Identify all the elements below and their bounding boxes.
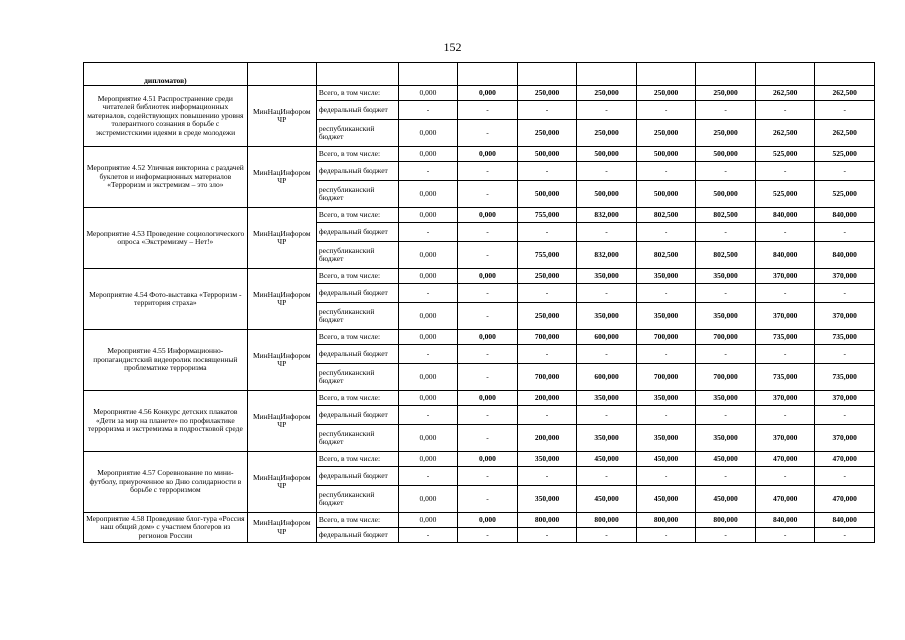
value-cell: 840,000 <box>755 513 815 528</box>
funding-source-label: Всего, в том числе: <box>316 452 398 467</box>
value-cell: 735,000 <box>755 330 815 345</box>
value-cell: 450,000 <box>696 452 756 467</box>
value-cell: 0,000 <box>458 147 518 162</box>
value-cell: - <box>517 284 577 303</box>
value-cell: 525,000 <box>755 181 815 208</box>
value-cell: 450,000 <box>696 486 756 513</box>
value-cell: - <box>517 162 577 181</box>
value-cell: 840,000 <box>815 242 875 269</box>
value-cell: 350,000 <box>636 391 696 406</box>
value-cell: 200,000 <box>517 391 577 406</box>
value-cell: 470,000 <box>815 452 875 467</box>
value-cell: 0,000 <box>458 269 518 284</box>
value-cell: - <box>696 345 756 364</box>
value-cell: 0,000 <box>458 208 518 223</box>
value-cell: 500,000 <box>696 181 756 208</box>
value-cell: 700,000 <box>696 364 756 391</box>
value-cell: 755,000 <box>517 242 577 269</box>
event-total-row <box>84 147 875 162</box>
value-cell: - <box>458 284 518 303</box>
value-cell: - <box>815 406 875 425</box>
value-cell: - <box>577 345 637 364</box>
value-cell: 250,000 <box>636 86 696 101</box>
event-name: Мероприятие 4.53 Проведение социологического опроса «Экстремизму – Нет!» <box>84 208 248 269</box>
value-cell: 0,000 <box>398 120 458 147</box>
empty-cell <box>316 63 398 86</box>
empty-cell <box>458 63 518 86</box>
value-cell: 832,000 <box>577 208 637 223</box>
event-executor: МинНацИнфором ЧР <box>247 391 316 452</box>
funding-source-label: республиканский бюджет <box>316 303 398 330</box>
value-cell: - <box>458 242 518 269</box>
value-cell: 0,000 <box>398 391 458 406</box>
value-cell: - <box>636 162 696 181</box>
value-cell: 802,500 <box>636 208 696 223</box>
value-cell: 755,000 <box>517 208 577 223</box>
value-cell: 700,000 <box>517 364 577 391</box>
empty-cell <box>247 63 316 86</box>
value-cell: - <box>755 528 815 543</box>
value-cell: - <box>696 528 756 543</box>
value-cell: 350,000 <box>577 269 637 284</box>
value-cell: - <box>815 284 875 303</box>
event-total-row <box>84 391 875 406</box>
event-total-row <box>84 86 875 101</box>
value-cell: 0,000 <box>398 147 458 162</box>
event-name: Мероприятие 4.56 Конкурс детских плакатов «Дети за мир на планете» по профилактике терроризма и экстремизма в подростковой среде <box>84 391 248 452</box>
value-cell: - <box>815 162 875 181</box>
value-cell: - <box>815 101 875 120</box>
value-cell: 0,000 <box>398 425 458 452</box>
value-cell: 0,000 <box>398 86 458 101</box>
value-cell: 500,000 <box>577 147 637 162</box>
value-cell: - <box>458 467 518 486</box>
value-cell: - <box>458 223 518 242</box>
value-cell: 735,000 <box>815 330 875 345</box>
value-cell: - <box>636 284 696 303</box>
event-executor: МинНацИнфором ЧР <box>247 330 316 391</box>
continued-row <box>84 63 875 86</box>
funding-source-label: федеральный бюджет <box>316 345 398 364</box>
value-cell: 0,000 <box>458 330 518 345</box>
value-cell: 370,000 <box>755 425 815 452</box>
value-cell: 600,000 <box>577 364 637 391</box>
value-cell: 525,000 <box>815 147 875 162</box>
value-cell: 350,000 <box>636 303 696 330</box>
value-cell: - <box>755 345 815 364</box>
funding-source-label: республиканский бюджет <box>316 242 398 269</box>
value-cell: - <box>636 528 696 543</box>
value-cell: - <box>517 223 577 242</box>
value-cell: 800,000 <box>517 513 577 528</box>
event-executor: МинНацИнфором ЧР <box>247 208 316 269</box>
value-cell: 250,000 <box>577 86 637 101</box>
value-cell: - <box>636 345 696 364</box>
value-cell: - <box>458 406 518 425</box>
value-cell: 600,000 <box>577 330 637 345</box>
funding-source-label: Всего, в том числе: <box>316 208 398 223</box>
funding-source-label: республиканский бюджет <box>316 364 398 391</box>
value-cell: 0,000 <box>458 86 518 101</box>
empty-cell <box>577 63 637 86</box>
value-cell: 450,000 <box>577 452 637 467</box>
funding-source-label: федеральный бюджет <box>316 223 398 242</box>
funding-source-label: федеральный бюджет <box>316 284 398 303</box>
event-name: Мероприятие 4.58 Проведение блог-тура «Россия наш общий дом» с участием блогеров из регионов России <box>84 513 248 543</box>
value-cell: - <box>458 162 518 181</box>
value-cell: 350,000 <box>577 391 637 406</box>
funding-source-label: федеральный бюджет <box>316 528 398 543</box>
value-cell: 700,000 <box>517 330 577 345</box>
funding-source-label: Всего, в том числе: <box>316 147 398 162</box>
value-cell: - <box>815 223 875 242</box>
value-cell: - <box>458 303 518 330</box>
funding-source-label: федеральный бюджет <box>316 162 398 181</box>
event-total-row <box>84 208 875 223</box>
value-cell: 350,000 <box>517 452 577 467</box>
value-cell: 0,000 <box>398 181 458 208</box>
value-cell: - <box>755 162 815 181</box>
value-cell: - <box>398 223 458 242</box>
value-cell: 370,000 <box>815 303 875 330</box>
value-cell: - <box>755 406 815 425</box>
funding-source-label: республиканский бюджет <box>316 181 398 208</box>
value-cell: 832,000 <box>577 242 637 269</box>
value-cell: 500,000 <box>577 181 637 208</box>
value-cell: 350,000 <box>636 269 696 284</box>
value-cell: 840,000 <box>815 513 875 528</box>
event-name: Мероприятие 4.51 Распространение среди читателей библиотек информационных материалов, содействующих повышению уровня толерантного сознания в борьбе с экстремистскими идеями в среде молодежи <box>84 86 248 147</box>
value-cell: 735,000 <box>755 364 815 391</box>
event-name: Мероприятие 4.55 Информационно-пропагандистский видеоролик посвященный проблематике терроризма <box>84 330 248 391</box>
value-cell: 500,000 <box>696 147 756 162</box>
value-cell: 470,000 <box>815 486 875 513</box>
value-cell: - <box>696 406 756 425</box>
event-executor: МинНацИнфором ЧР <box>247 452 316 513</box>
value-cell: - <box>577 528 637 543</box>
value-cell: - <box>517 406 577 425</box>
value-cell: 0,000 <box>398 364 458 391</box>
value-cell: 370,000 <box>755 391 815 406</box>
page-number: 152 <box>443 40 462 54</box>
value-cell: 470,000 <box>755 486 815 513</box>
value-cell: - <box>577 406 637 425</box>
value-cell: 250,000 <box>517 269 577 284</box>
value-cell: - <box>755 223 815 242</box>
event-name: Мероприятие 4.54 Фото-выставка «Терроризм - территория страха» <box>84 269 248 330</box>
value-cell: 525,000 <box>815 181 875 208</box>
value-cell: - <box>398 101 458 120</box>
value-cell: 350,000 <box>577 425 637 452</box>
value-cell: 500,000 <box>517 181 577 208</box>
funding-source-label: федеральный бюджет <box>316 467 398 486</box>
value-cell: 500,000 <box>636 181 696 208</box>
funding-source-label: Всего, в том числе: <box>316 269 398 284</box>
value-cell: 0,000 <box>398 486 458 513</box>
value-cell: 370,000 <box>815 269 875 284</box>
value-cell: 250,000 <box>577 120 637 147</box>
event-total-row <box>84 513 875 528</box>
value-cell: 262,500 <box>755 120 815 147</box>
value-cell: - <box>517 467 577 486</box>
value-cell: 200,000 <box>517 425 577 452</box>
funding-source-label: федеральный бюджет <box>316 101 398 120</box>
value-cell: 470,000 <box>755 452 815 467</box>
value-cell: 250,000 <box>696 86 756 101</box>
value-cell: 800,000 <box>636 513 696 528</box>
value-cell: 0,000 <box>458 513 518 528</box>
value-cell: - <box>636 223 696 242</box>
value-cell: - <box>577 284 637 303</box>
value-cell: 700,000 <box>636 364 696 391</box>
value-cell: 262,500 <box>755 86 815 101</box>
value-cell: 0,000 <box>398 269 458 284</box>
budget-table <box>83 62 875 543</box>
empty-cell <box>398 63 458 86</box>
value-cell: 370,000 <box>755 303 815 330</box>
value-cell: 802,500 <box>696 208 756 223</box>
value-cell: - <box>696 284 756 303</box>
value-cell: 0,000 <box>398 208 458 223</box>
value-cell: 840,000 <box>815 208 875 223</box>
value-cell: 700,000 <box>636 330 696 345</box>
event-name: Мероприятие 4.57 Соревнование по мини-футболу, приуроченное ко Дню солидарности в борьбе с терроризмом <box>84 452 248 513</box>
empty-cell <box>517 63 577 86</box>
value-cell: 370,000 <box>755 269 815 284</box>
event-total-row <box>84 452 875 467</box>
empty-cell <box>696 63 756 86</box>
value-cell: 250,000 <box>696 120 756 147</box>
value-cell: 350,000 <box>577 303 637 330</box>
event-executor: МинНацИнфором ЧР <box>247 269 316 330</box>
value-cell: - <box>755 101 815 120</box>
value-cell: - <box>577 101 637 120</box>
value-cell: 0,000 <box>398 513 458 528</box>
funding-source-label: Всего, в том числе: <box>316 513 398 528</box>
value-cell: - <box>815 528 875 543</box>
value-cell: 350,000 <box>517 486 577 513</box>
empty-cell <box>815 63 875 86</box>
value-cell: - <box>815 467 875 486</box>
value-cell: 0,000 <box>398 452 458 467</box>
value-cell: 350,000 <box>696 303 756 330</box>
value-cell: - <box>398 528 458 543</box>
value-cell: - <box>636 406 696 425</box>
value-cell: 250,000 <box>517 86 577 101</box>
value-cell: - <box>458 425 518 452</box>
funding-source-label: республиканский бюджет <box>316 120 398 147</box>
value-cell: 700,000 <box>696 330 756 345</box>
value-cell: - <box>755 467 815 486</box>
empty-cell <box>755 63 815 86</box>
event-executor: МинНацИнфором ЧР <box>247 147 316 208</box>
value-cell: 250,000 <box>636 120 696 147</box>
value-cell: - <box>458 345 518 364</box>
funding-source-label: Всего, в том числе: <box>316 391 398 406</box>
value-cell: - <box>398 406 458 425</box>
funding-source-label: республиканский бюджет <box>316 425 398 452</box>
value-cell: 840,000 <box>755 208 815 223</box>
value-cell: - <box>577 467 637 486</box>
value-cell: 250,000 <box>517 120 577 147</box>
value-cell: 262,500 <box>815 120 875 147</box>
event-executor: МинНацИнфором ЧР <box>247 513 316 543</box>
value-cell: 350,000 <box>696 425 756 452</box>
value-cell: - <box>458 528 518 543</box>
value-cell: - <box>458 101 518 120</box>
value-cell: 0,000 <box>458 452 518 467</box>
value-cell: - <box>696 162 756 181</box>
value-cell: 735,000 <box>815 364 875 391</box>
value-cell: - <box>517 101 577 120</box>
value-cell: 262,500 <box>815 86 875 101</box>
continued-text: дипломатов) <box>84 63 248 86</box>
value-cell: - <box>755 284 815 303</box>
value-cell: 0,000 <box>398 242 458 269</box>
value-cell: 0,000 <box>398 303 458 330</box>
funding-source-label: федеральный бюджет <box>316 406 398 425</box>
event-total-row <box>84 330 875 345</box>
value-cell: - <box>696 467 756 486</box>
value-cell: - <box>636 101 696 120</box>
value-cell: 450,000 <box>636 452 696 467</box>
value-cell: - <box>696 223 756 242</box>
value-cell: - <box>398 345 458 364</box>
value-cell: 350,000 <box>636 425 696 452</box>
value-cell: 370,000 <box>815 425 875 452</box>
value-cell: - <box>458 120 518 147</box>
funding-source-label: Всего, в том числе: <box>316 86 398 101</box>
value-cell: 802,500 <box>696 242 756 269</box>
value-cell: 802,500 <box>636 242 696 269</box>
event-total-row <box>84 269 875 284</box>
value-cell: - <box>398 162 458 181</box>
funding-source-label: Всего, в том числе: <box>316 330 398 345</box>
empty-cell <box>636 63 696 86</box>
value-cell: - <box>696 101 756 120</box>
value-cell: - <box>517 345 577 364</box>
value-cell: 0,000 <box>398 330 458 345</box>
value-cell: 525,000 <box>755 147 815 162</box>
value-cell: - <box>458 181 518 208</box>
value-cell: 250,000 <box>517 303 577 330</box>
value-cell: - <box>458 364 518 391</box>
value-cell: 0,000 <box>458 391 518 406</box>
value-cell: - <box>517 528 577 543</box>
value-cell: 500,000 <box>517 147 577 162</box>
event-name: Мероприятие 4.52 Уличная викторина с раздачей буклетов и информационных материалов «Терроризм и экстремизм – это зло» <box>84 147 248 208</box>
value-cell: 450,000 <box>636 486 696 513</box>
value-cell: - <box>815 345 875 364</box>
value-cell: - <box>398 284 458 303</box>
value-cell: - <box>577 223 637 242</box>
value-cell: 840,000 <box>755 242 815 269</box>
value-cell: 800,000 <box>696 513 756 528</box>
value-cell: 800,000 <box>577 513 637 528</box>
event-executor: МинНацИнфором ЧР <box>247 86 316 147</box>
value-cell: - <box>398 467 458 486</box>
value-cell: 370,000 <box>815 391 875 406</box>
value-cell: - <box>636 467 696 486</box>
value-cell: 350,000 <box>696 269 756 284</box>
value-cell: 450,000 <box>577 486 637 513</box>
funding-source-label: республиканский бюджет <box>316 486 398 513</box>
value-cell: 500,000 <box>636 147 696 162</box>
value-cell: 350,000 <box>696 391 756 406</box>
value-cell: - <box>458 486 518 513</box>
value-cell: - <box>577 162 637 181</box>
